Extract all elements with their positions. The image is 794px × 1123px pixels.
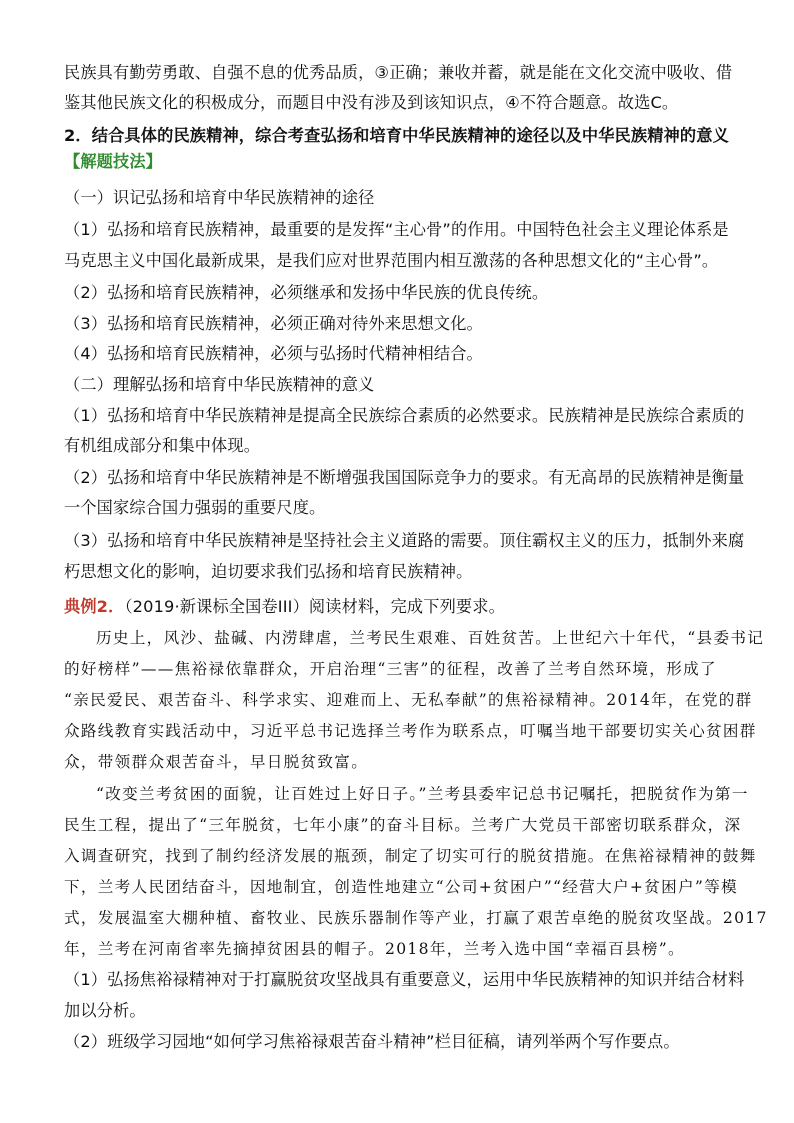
material-line: 历史上，风沙、盐碱、内涝肆虐，兰考民生艰难、百姓贫苦。上世纪六十年代，“县委书记 [96,629,765,647]
material-line: 众，带领群众艰苦奋斗，早日脱贫致富。 [64,753,369,771]
tips-label: 【解题技法】 [64,152,163,171]
list-item: （4）弘扬和培育民族精神，必须与弘扬时代精神相结合。 [64,344,483,363]
example-label: 典例2． [64,597,125,616]
list-item-cont: 朽思想文化的影响，迫切要求我们弘扬和培育民族精神。 [64,562,473,581]
example-source: （2019·新课标全国卷III）阅读材料，完成下列要求。 [124,597,505,616]
material-line: 民生工程，提出了“三年脱贫，七年小康”的奋斗目标。兰考广大党员干部密切联系群众，深 [64,816,742,834]
material-line: 入调查研究，找到了制约经济发展的瓶颈，制定了切实可行的脱贫措施。在焦裕禄精神的鼓舞 [64,847,757,865]
list-item-cont: 一个国家综合国力强弱的重要尺度。 [64,498,326,517]
subheading: （一）识记弘扬和培育中华民族精神的途径 [64,188,375,207]
list-item: （3）弘扬和培育中华民族精神是坚持社会主义道路的需要。顶住霸权主义的压力，抵制外来腐 [64,531,745,550]
example-heading [64,597,734,617]
list-item: （3）弘扬和培育民族精神，必须正确对待外来思想文化。 [64,314,483,333]
material-line: “亲民爱民、艰苦奋斗、科学求实、迎难而上、无私奉献”的焦裕禄精神。2014年，在党的群 [64,691,753,709]
section-heading: 2．结合具体的民族精神，综合考查弘扬和培育中华民族精神的途径以及中华民族精神的意义 [64,126,729,145]
list-item: （1）弘扬和培育中华民族精神是提高全民族综合素质的必然要求。民族精神是民族综合素质的 [64,406,745,425]
paragraph-line: 鉴其他民族文化的积极成分，而题目中没有涉及到该知识点，④不符合题意。故选C。 [64,93,679,112]
list-item-cont: 有机组成部分和集中体现。 [64,436,261,455]
list-item: （1）弘扬和培育民族精神，最重要的是发挥“主心骨”的作用。中国特色社会主义理论体系是 [64,220,729,239]
material-line: 年，兰考在河南省率先摘掉贫困县的帽子。2018年，兰考入选中国“幸福百县榜”。 [64,940,685,958]
material-line: 下，兰考人民团结奋斗，因地制宜，创造性地建立“公司+贫困户”“经营大户+贫困户”等模 [64,878,738,896]
list-item: （2）弘扬和培育中华民族精神是不断增强我国国际竞争力的要求。有无高昂的民族精神是衡量 [64,468,745,487]
list-item: （2）弘扬和培育民族精神，必须继承和发扬中华民族的优良传统。 [64,283,549,302]
question-item: （1）弘扬焦裕禄精神对于打赢脱贫攻坚战具有重要意义，运用中华民族精神的知识并结合材料 [64,970,745,989]
subheading: （二）理解弘扬和培育中华民族精神的意义 [64,375,375,394]
question-item-cont: 加以分析。 [64,1001,146,1020]
material-line: 式，发展温室大棚种植、畜牧业、民族乐器制作等产业，打赢了艰苦卓绝的脱贫攻坚战。2017 [64,909,768,927]
paragraph-line: 民族具有勤劳勇敢、自强不息的优秀品质，③正确；兼收并蓄，就是能在文化交流中吸收、借 [64,63,733,82]
material-line: 众路线教育实践活动中，习近平总书记选择兰考作为联系点，叮嘱当地干部要切实关心贫困群 [64,722,757,740]
material-line: 的好榜样”——焦裕禄依靠群众，开启治理“三害”的征程，改善了兰考自然环境，形成了 [64,660,717,678]
material-line: “改变兰考贫困的面貌，让百姓过上好日子。”兰考县委牢记总书记嘱托，把脱贫作为第一 [96,785,749,803]
list-item-cont: 马克思主义中国化最新成果，是我们应对世界范围内相互激荡的各种思想文化的“主心骨”。 [64,251,719,270]
question-item: （2）班级学习园地“如何学习焦裕禄艰苦奋斗精神”栏目征稿，请列举两个写作要点。 [64,1032,680,1051]
